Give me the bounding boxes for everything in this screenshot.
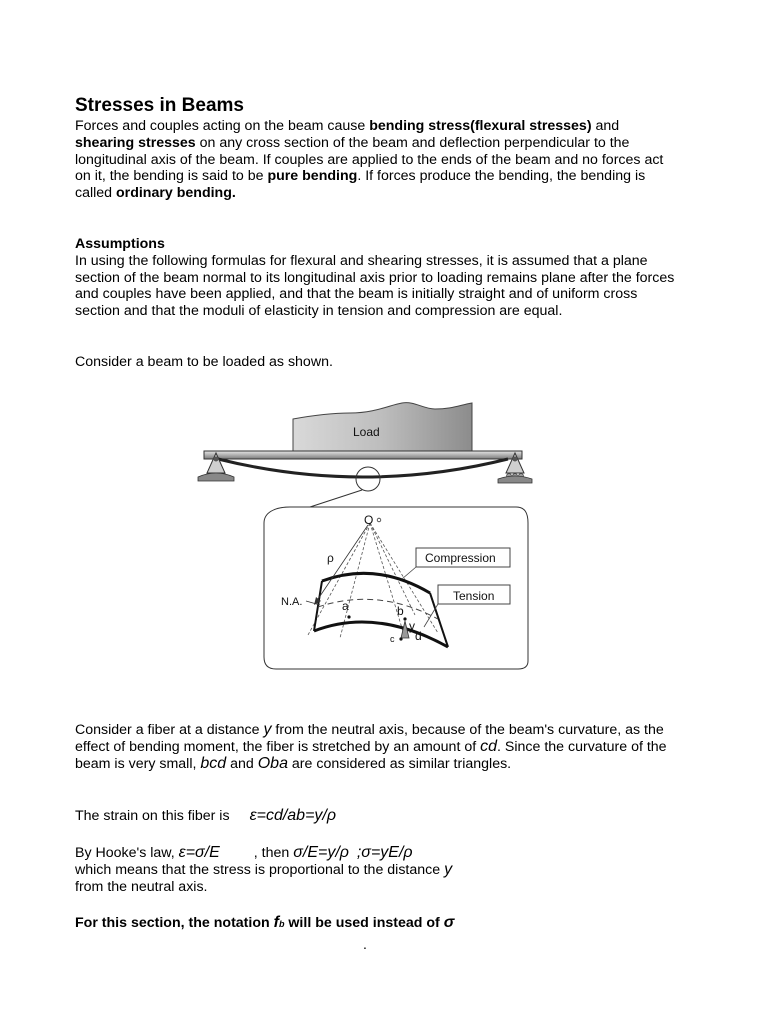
hooke-paragraph: [75, 845, 675, 895]
hooke-text-3: which means that the stress is proportional to the distance: [75, 861, 445, 878]
term-pure-bending: pure bending: [267, 168, 358, 185]
center-o-label: O: [364, 513, 374, 527]
var-bcd: bcd: [200, 754, 227, 772]
fiber-paragraph: [75, 722, 675, 772]
tension-label: Tension: [453, 589, 495, 603]
na-label: N.A.: [281, 596, 303, 608]
strain-text: The strain on this fiber is: [75, 808, 230, 824]
load-block: [293, 403, 472, 451]
assumptions-body: In using the following formulas for flexural and shearing stresses, it is assumed that a plane section of the beam normal to its longitudinal axis prior to loading remains plane after the forces and couples have been applied, and that the beam is initially straight and of uniform cross section and that the moduli of elasticity in tension and compression are equal.: [75, 252, 675, 320]
point-c-label: c: [390, 634, 395, 644]
hooke-text-1: By Hooke's law,: [75, 845, 179, 861]
var-y: y: [263, 721, 272, 738]
intro-paragraph: [75, 118, 675, 202]
beam-diagram: [190, 395, 540, 675]
intro-text-4: . If forces produce the bending, the bending is called: [75, 168, 646, 202]
term-ordinary-bending: ordinary bending.: [116, 185, 236, 202]
fiber-text-4: and: [226, 755, 258, 772]
fiber-text-5: are considered as similar triangles.: [287, 755, 512, 772]
hooke-text-4: from the neutral axis.: [75, 878, 208, 895]
term-shearing-stresses: shearing stresses: [75, 134, 196, 151]
var-oba: Oba: [257, 754, 288, 772]
notation-sigma: σ: [443, 914, 455, 931]
rho-label: ρ: [327, 551, 334, 565]
point-a-label: a: [342, 599, 349, 613]
point-d-label: d: [415, 629, 422, 643]
hooke-formula-1: ε=σ/E: [178, 844, 220, 861]
strain-line: [75, 808, 675, 825]
beam-bar: [204, 451, 522, 459]
hooke-formula-3: ;σ=yE/ρ: [356, 844, 413, 861]
var-cd: cd: [480, 737, 498, 755]
intro-text-2: and: [591, 118, 620, 134]
fiber-text-3: . Since the curvature of the beam is very small,: [75, 738, 667, 772]
notation-text-2: will be used instead of: [284, 915, 444, 931]
beam-figure: [190, 395, 540, 675]
assumptions-section: [75, 236, 675, 320]
consider-beam-text: Consider a beam to be loaded as shown.: [75, 354, 333, 370]
notation-text-1: For this section, the notation: [75, 915, 274, 931]
var-y-2: y: [444, 860, 453, 878]
notation-sub: b: [278, 919, 285, 929]
hooke-text-2: , then: [253, 845, 294, 861]
point-y-label: y: [409, 619, 415, 633]
notation-f: f: [273, 914, 279, 931]
intro-text-1: Forces and couples acting on the beam cause: [75, 118, 370, 134]
hooke-formula-2: σ/E=y/ρ: [293, 844, 349, 861]
compression-label: Compression: [425, 551, 496, 565]
term-bending-stress: bending stress(flexural stresses): [369, 118, 592, 134]
zoom-circle: [356, 467, 380, 491]
point-b-label: b: [397, 604, 404, 618]
trailing-dot: .: [363, 936, 367, 952]
fiber-text-2: from the neutral axis, because of the beam's curvature, as the effect of bending moment, the fiber is stretched by an amount of: [75, 722, 664, 755]
assumptions-heading: Assumptions: [75, 236, 165, 252]
intro-text-3: on any cross section of the beam and deflection perpendicular to the longitudinal axis of the beam. If couples are applied to the ends of the beam and no forces act on it, the bending is said to be: [75, 134, 664, 185]
fiber-text-1: Consider a fiber at a distance: [75, 722, 264, 738]
strain-formula: ε=cd/ab=y/ρ: [249, 807, 337, 824]
load-label: Load: [353, 425, 380, 439]
page-title: Stresses in Beams: [75, 95, 244, 116]
notation-line: [75, 915, 675, 933]
